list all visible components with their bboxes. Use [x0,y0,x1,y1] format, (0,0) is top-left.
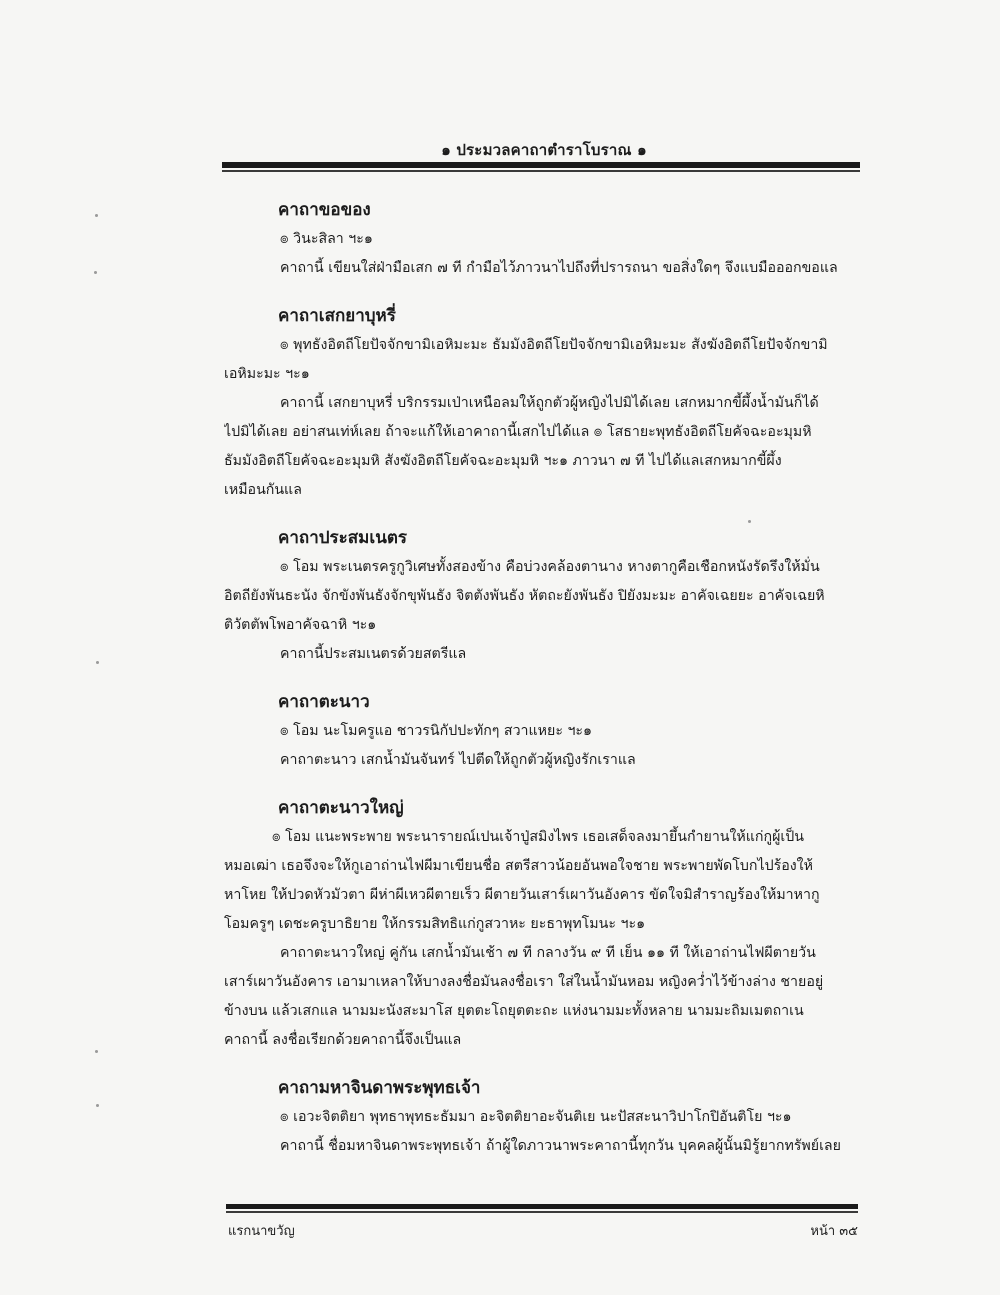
text-line: คาถาตะนาวใหญ่ คู่กัน เสกน้ำมันเช้า ๗ ที กลางวัน ๙ ที เย็น ๑๑ ที ให้เอาถ่านไฟผีตายวัน [280,945,816,961]
section-title: คาถาตะนาวใหญ่ [278,798,404,818]
footer-rule [226,1204,858,1209]
document-body [224,195,864,1179]
text-line: อิตถียังพันธะนัง จักขังพันธังจักขุพันธัง จิตตังพันธัง หัตถะยังพันธัง ปิยังมะมะ อาคัจเฉยยะ อาคัจเฉยหิ [224,588,825,604]
text-line: ๏ วินะสิลา ฯะ๑ [280,231,373,247]
page-header-title: ๑ ประมวลคาถาตำราโบราณ ๑ [441,141,647,159]
text-line: หาโหย ให้ปวดหัวมัวตา ผีห่าผีเหวผีตายเร็ว ผีตายวันเสาร์เผาวันอังคาร ขัดใจมิสำราญร้องให้มาหากู [224,887,820,903]
footer-book-title: แรกนาขวัญ [228,1224,295,1239]
text-line: คาถานี้ ลงชื่อเรียกด้วยคาถานี้จึงเป็นแล [224,1032,462,1048]
text-line: คาถานี้ เขียนใส่ฝ่ามือเสก ๗ ที กำมือไว้ภาวนาไปถึงที่ปรารถนา ขอสิ่งใดๆ จึงแบมือออกขอแล [280,260,838,276]
section-kata-kho-khong [224,195,864,283]
text-line: ๏ พุทธังอิตถีโยปัจจักขามิเอหิมะมะ ธัมมังอิตถีโยปัจจักขามิเอหิมะมะ สังฆังอิตถีโยปัจจักขามิ [280,337,828,353]
section-title: คาถามหาจินดาพระพุทธเจ้า [278,1078,481,1098]
text-line: ๏ เอวะจิตติยา พุทธาพุทธะธัมมา อะจิตติยาอะจันติเย นะปัสสะนาวิปาโกปิอันติโย ฯะ๑ [280,1109,792,1125]
scan-speck [96,661,99,664]
scan-speck [94,271,97,274]
header-rule [222,162,860,168]
page-number: หน้า ๓๕ [810,1224,858,1239]
section-kata-sek-ya-buri [224,301,864,505]
text-line: ไปมิได้เลย อย่าสนเท่ห์เลย ถ้าจะแก้ให้เอาคาถานี้เสกไปได้แล ๏ โสธายะพุทธังอิตถีโยคัจฉะอะมุมหิ [224,424,812,440]
section-title: คาถาเสกยาบุหรี่ [278,306,396,326]
text-line: หมอเฒ่า เธอจึงจะให้กูเอาถ่านไฟผีมาเขียนชื่อ สตรีสาวน้อยอันพอใจชาย พระพายพัดโบกไปร้องให้ [224,858,813,874]
text-line: ๏ โอม แนะพระพาย พระนารายณ์เปนเจ้าปู่สมิงไพร เธอเสด็จลงมายึ้นกำยานให้แก่กูผู้เป็น [272,829,804,845]
section-kata-ta-nao [224,687,864,775]
text-line: เอหิมะมะ ฯะ๑ [224,366,310,382]
scan-speck [95,1050,98,1053]
text-line: ๏ โอม นะโมครูแอ ชาวรนิกัปปะทักๆ สวาแหยะ ฯะ๑ [280,723,593,739]
scan-speck [95,214,98,217]
text-line: เสาร์เผาวันอังคาร เอามาเหลาให้บางลงชื่อมันลงชื่อเรา ใส่ในน้ำมันหอม หญิงคว่ำไว้ข้างล่าง ชายอยู่ [224,974,824,990]
text-line: โอมครูๆ เดชะครูบาธิยาย ให้กรรมสิทธิแก่กูสวาหะ ยะธาพุทโมนะ ฯะ๑ [224,916,646,932]
section-title: คาถาประสมเนตร [278,528,407,548]
section-kata-ta-nao-yai [224,793,864,1055]
text-line: ข้างบน แล้วเสกแล นามมะนังสะมาโส ยุตตะโถยุตตะถะ แห่งนามมะทั้งหลาย นามมะถิมเมตถาเน [224,1003,804,1019]
section-kata-maha-chinda [224,1073,864,1161]
text-line: ๏ โอม พระเนตรครูกูวิเศษทั้งสองข้าง คือบ่วงคล้องตานาง หางตากูคือเชือกหนังรัดรึงให้มั่น [280,559,820,575]
text-line: คาถานี้ประสมเนตรด้วยสตรีแล [280,646,467,662]
section-title: คาถาขอของ [278,200,371,220]
text-line: เหมือนกันแล [224,482,302,498]
section-kata-prasom-net [224,523,864,669]
text-line: คาถานี้ ชื่อมหาจินดาพระพุทธเจ้า ถ้าผู้ใดภาวนาพระคาถานี้ทุกวัน บุคคลผู้นั้นมิรู้ยากทรัพย์เลย [280,1138,841,1154]
text-line: ติวัตตัพโพอาคัจฉาหิ ฯะ๑ [224,617,377,633]
text-line: คาถานี้ เสกยาบุหรี่ บริกรรมเป่าเหนือลมให้ถูกตัวผู้หญิงไปมิได้เลย เสกหมากขี้ผึ้งน้ำมันก็ได้ [280,395,819,411]
scan-speck [96,1104,99,1107]
text-line: คาถาตะนาว เสกน้ำมันจันทร์ ไปตีดให้ถูกตัวผู้หญิงรักเราแล [280,752,636,768]
text-line: ธัมมังอิตถีโยคัจฉะอะมุมหิ สังฆังอิตถีโยคัจฉะอะมุมหิ ฯะ๑ ภาวนา ๗ ที ไปได้แลเสกหมากขี้ผึ้ง [224,453,782,469]
section-title: คาถาตะนาว [278,692,370,712]
